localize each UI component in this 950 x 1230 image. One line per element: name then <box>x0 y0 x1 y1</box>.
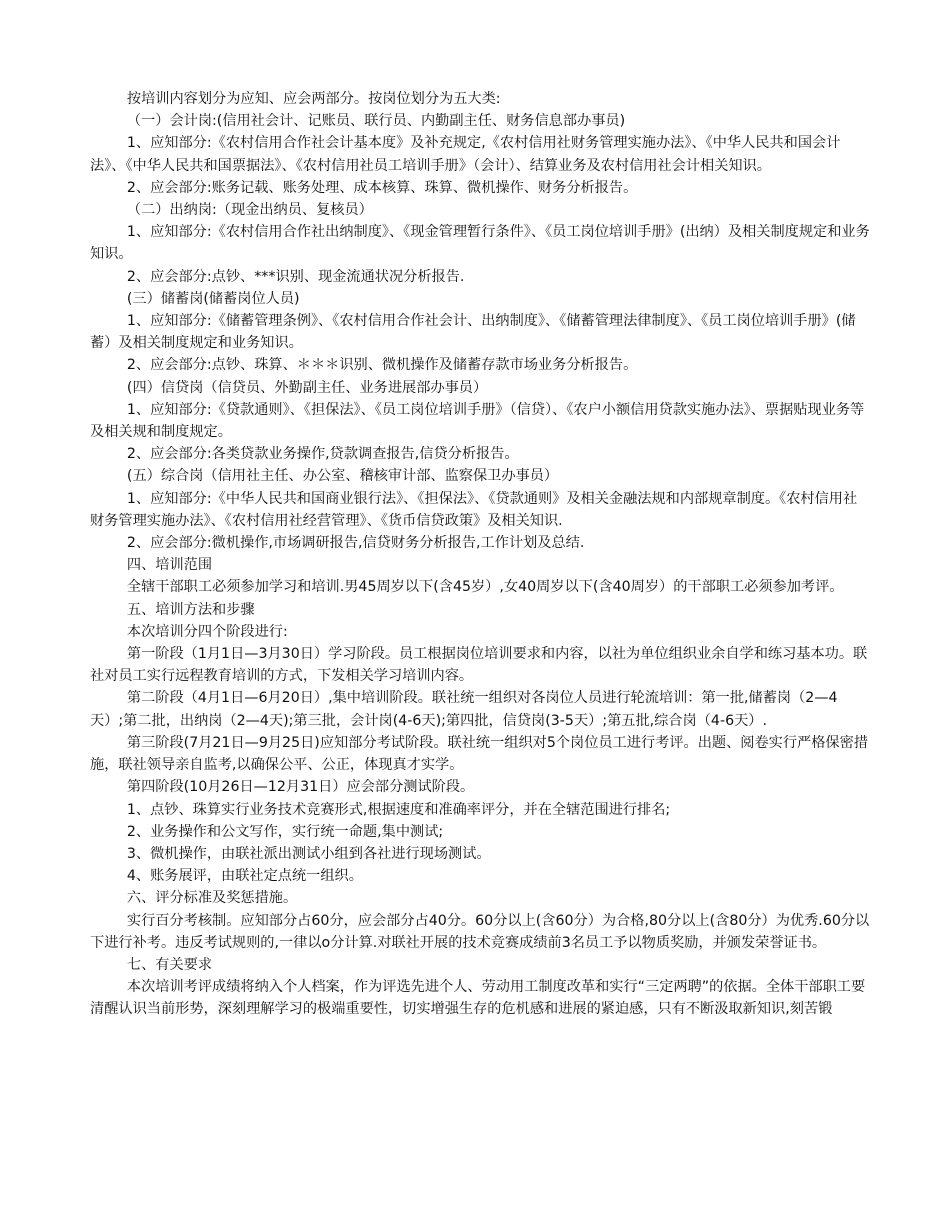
paragraph: 第二阶段（4月1日—6月20日）,集中培训阶段。联社统一组织对各岗位人员进行轮流培训：第一批,储蓄岗（2—4天）;第二批，出纳岗（2—4天);第三批，会计岗(4-6天);第四批，信贷岗(3-5天）;第五批,综合岗（4-6天）. <box>90 690 838 729</box>
paragraph: 本次培训考评成绩将纳入个人档案，作为评选先进个人、劳动用工制度改革和实行“三定两聘”的依据。全体干部职工要清醒认识当前形势，深刻理解学习的极端重要性，切实增强生存的危机感和进展的紧迫感，只有不断汲取新知识,刻苦锻 <box>90 979 866 1018</box>
paragraph: 4、账务展评，由联社定点统一组织。 <box>126 868 363 885</box>
paragraph: 2、业务操作和公文写作，实行统一命题,集中测试; <box>126 823 444 840</box>
paragraph: 1、应知部分:《农村信用合作社会计基本度》及补充规定,《农村信用社财务管理实施办法》、《中华人民共和国会计法》、《中华人民共和国票据法》、《农村信用社员工培训手册》（会计）、结算业务及农村信用社会计相关知识。 <box>90 135 841 174</box>
paragraph: 五、培训方法和步骤 <box>126 601 255 618</box>
paragraph: 2、应会部分:微机操作,市场调研报告,信贷财务分析报告,工作计划及总结. <box>126 535 585 552</box>
paragraph: （二）出纳岗:（现金出纳员、复核员） <box>126 202 373 219</box>
paragraph: 六、评分标准及奖惩措施。 <box>126 890 298 907</box>
paragraph: 1、应知部分:《储蓄管理条例》、《农村信用合作社会计、出纳制度》、《储蓄管理法律制度》、《员工岗位培训手册》(储蓄）及相关制度规定和业务知识。 <box>90 313 856 352</box>
paragraph: 全辖干部职工必须参加学习和培训.男45周岁以下(含45岁）,女40周岁以下(含40周岁）的干部职工必须参加考评。 <box>126 579 844 596</box>
paragraph: (五）综合岗（信用社主任、办公室、稽核审计部、监察保卫办事员） <box>126 468 559 485</box>
paragraph: (三）储蓄岗(储蓄岗位人员) <box>126 290 300 307</box>
paragraph: 七、有关要求 <box>126 956 213 973</box>
paragraph: 1、应知部分:《贷款通则》、《担保法》、《员工岗位培训手册》（信贷）、《农户小额信用贷款实施办法》、票据贴现业务等及相关规和制度规定。 <box>90 401 865 441</box>
paragraph: 第一阶段（1月1日—3月30日）学习阶段。员工根据岗位培训要求和内容，以社为单位组织业余自学和练习基本功。联社对员工实行远程教育培训的方式，下发相关学习培训内容。 <box>90 646 868 685</box>
paragraph: 2、应会部分:点钞、珠算、＊＊＊识别、微机操作及储蓄存款市场业务分析报告。 <box>126 357 638 374</box>
paragraph: 第四阶段(10月26日—12月31日）应会部分测试阶段。 <box>126 779 475 796</box>
paragraph: 2、应会部分:点钞、***识别、现金流通状况分析报告. <box>126 268 465 285</box>
paragraph: 2、应会部分:账务记载、账务处理、成本核算、珠算、微机操作、财务分析报告。 <box>126 179 638 196</box>
paragraph: 第三阶段(7月21日—9月25日)应知部分考试阶段。联社统一组织对5个岗位员工进行考评。出题、阅卷实行严格保密措施，联社领导亲自监考,以确保公平、公正，体现真才实学。 <box>90 734 868 774</box>
paragraph: 实行百分考核制。应知部分占60分，应会部分占40分。60分以上(含60分）为合格,80分以上(含80分）为优秀.60分以下进行补考。违反考试规则的,一律以o分计算.对联社开展的技术竞赛成绩前3名员工予以物质奖励，并颁发荣誉证书。 <box>90 912 870 951</box>
paragraph: 2、应会部分:各类贷款业务操作,贷款调查报告,信贷分析报告。 <box>126 446 519 463</box>
paragraph: 四、培训范围 <box>126 557 213 574</box>
paragraph: 1、应知部分:《农村信用合作社出纳制度》、《现金管理暂行条件》、《员工岗位培训手册》(出纳）及相关制度规定和业务知识。 <box>90 224 870 263</box>
paragraph: 按培训内容划分为应知、应会两部分。按岗位划分为五大类: <box>126 91 501 107</box>
paragraph: 3、微机操作，由联社派出测试小组到各社进行现场测试。 <box>126 845 491 862</box>
paragraph: (四）信贷岗（信贷员、外勤副主任、业务进展部办事员） <box>126 379 488 396</box>
paragraph: （一）会计岗:(信用社会计、记账员、联行员、内勤副主任、财务信息部办事员) <box>126 113 626 130</box>
paragraph: 1、点钞、珠算实行业务技术竞赛形式,根据速度和准确率评分，并在全辖范围进行排名; <box>126 801 671 818</box>
paragraph: 1、应知部分:《中华人民共和国商业银行法》、《担保法》、《贷款通则》及相关金融法规和内部规章制度。《农村信用社财务管理实施办法》、《农村信用社经营管理》、《货币信贷政策》及相关知识. <box>90 490 858 529</box>
paragraph: 本次培训分四个阶段进行: <box>126 623 288 640</box>
